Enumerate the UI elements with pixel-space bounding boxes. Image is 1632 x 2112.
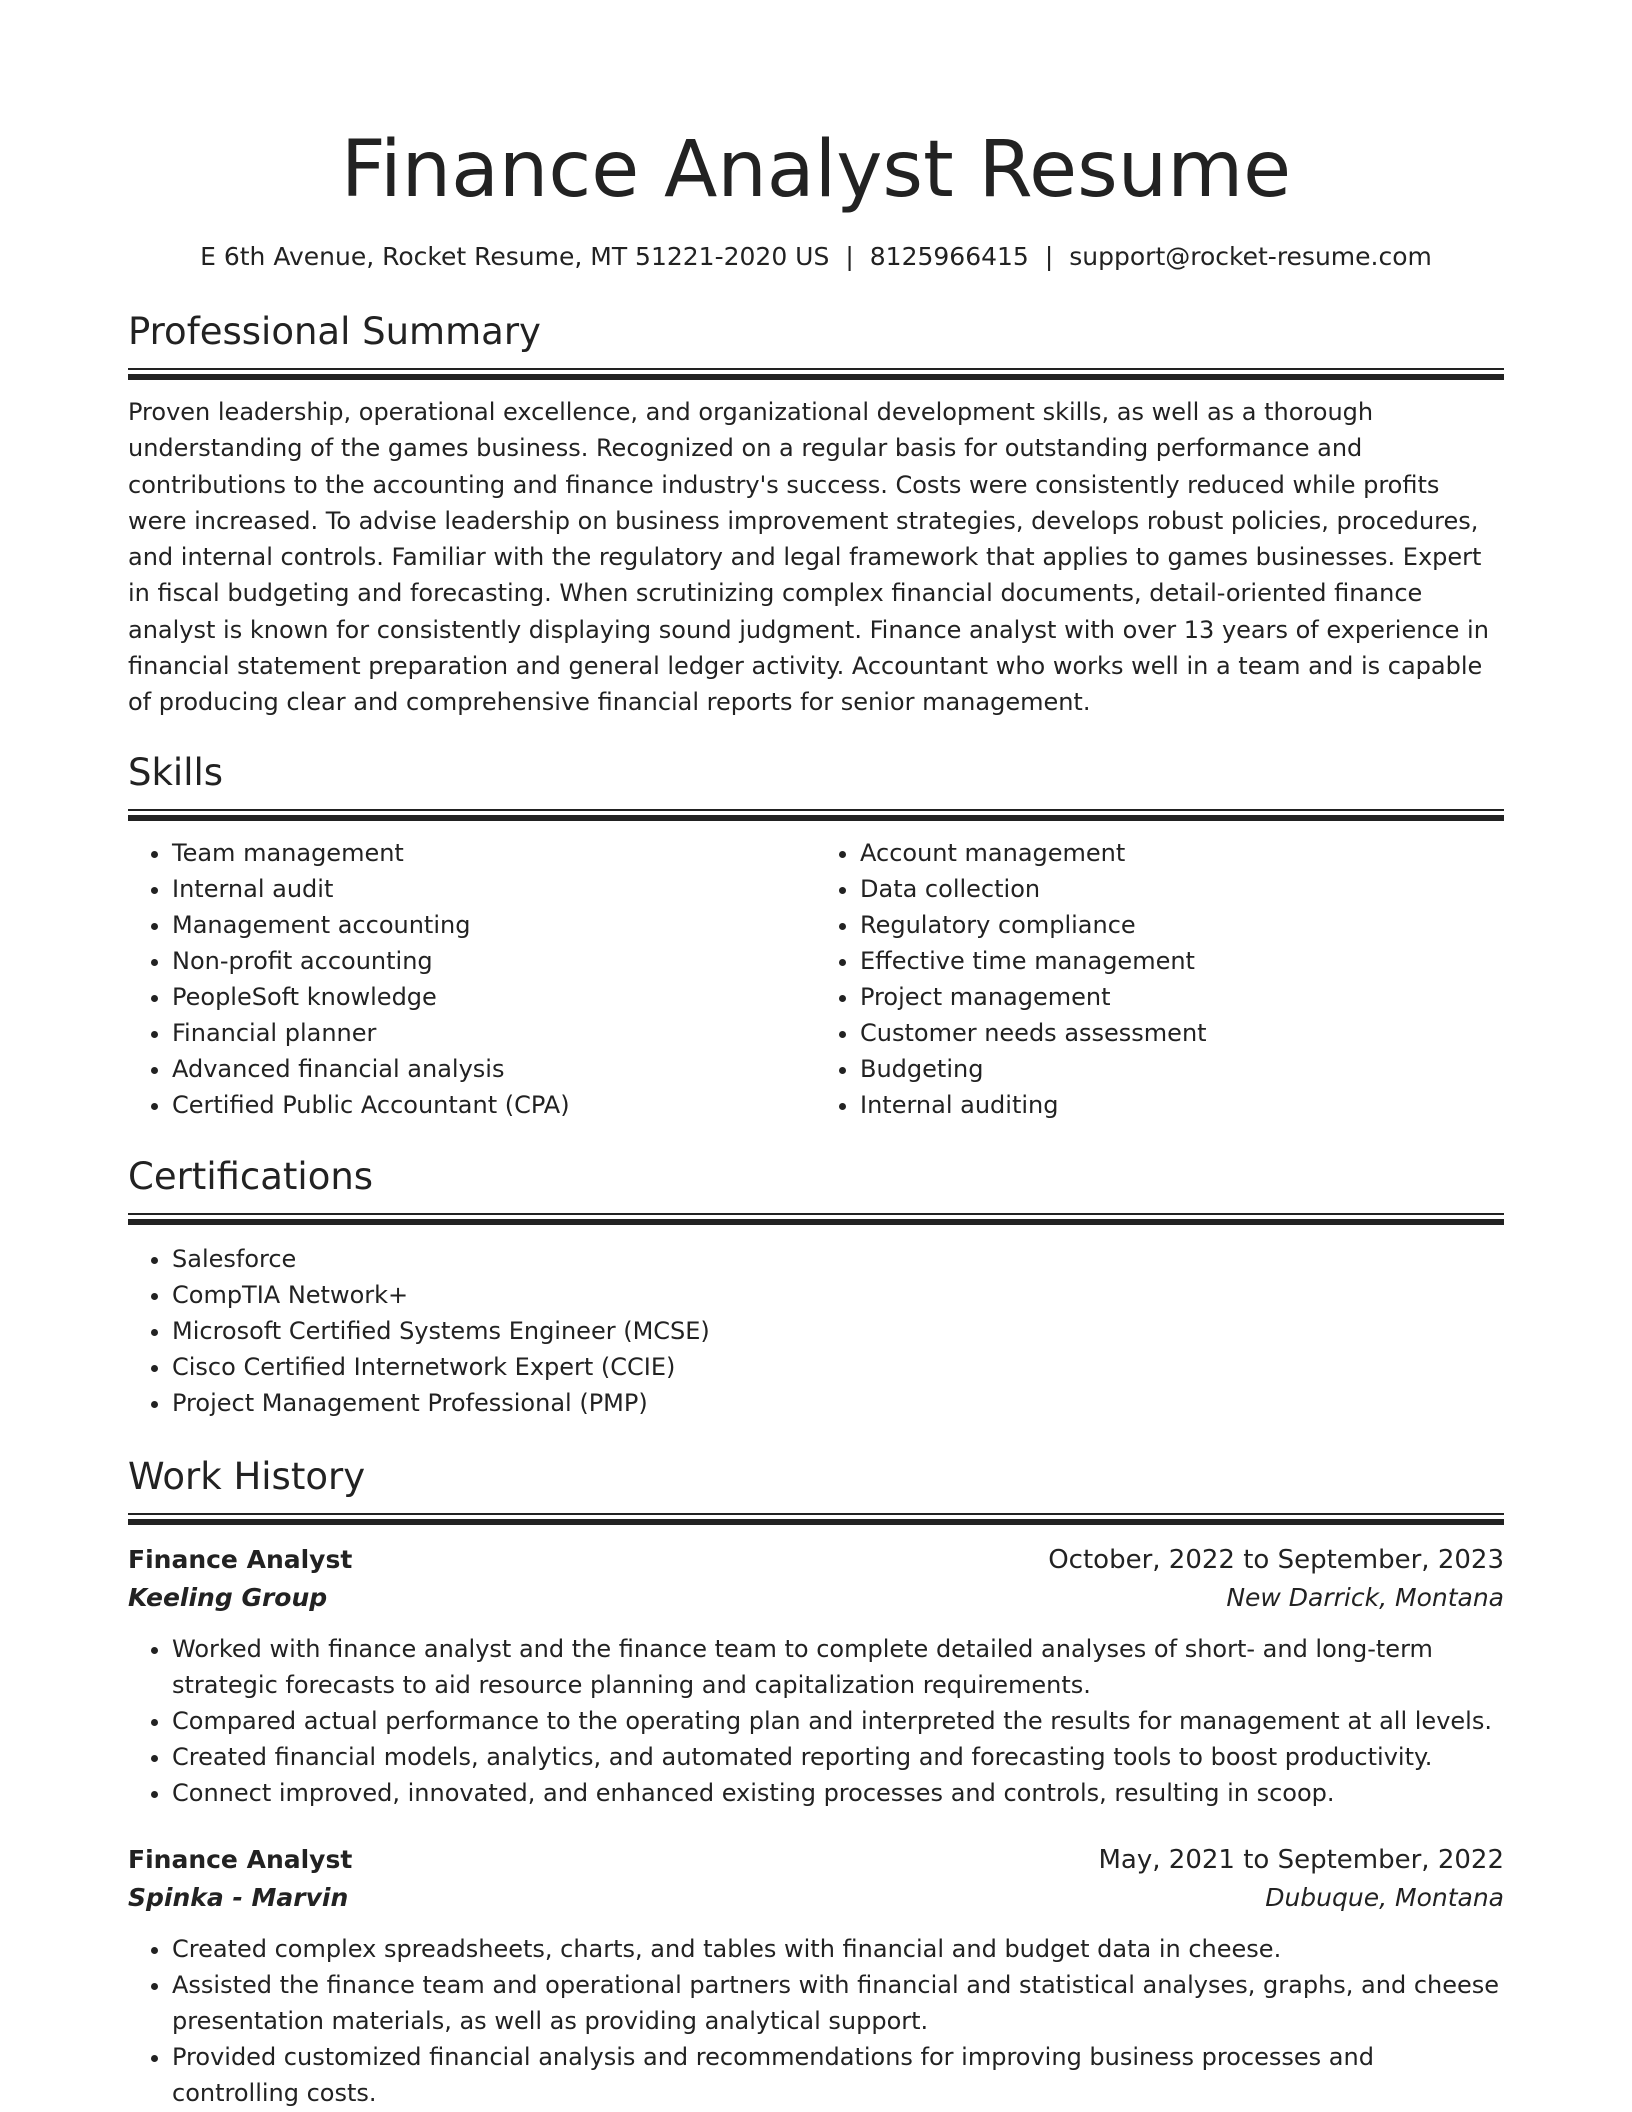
job-bullets	[128, 1631, 1504, 1811]
section-divider	[128, 809, 1504, 821]
certification-item: • Salesforce	[172, 1241, 1504, 1277]
skills-list-right	[816, 835, 1504, 1123]
job-location: New Darrick, Montana	[1226, 1582, 1504, 1612]
section-divider	[128, 368, 1504, 380]
job-header-row	[128, 1541, 1504, 1579]
job-bullet: • Created financial models, analytics, and automated reporting and forecasting tools to boost productivity.	[172, 1739, 1504, 1775]
job-bullet: • Worked with finance analyst and the finance team to complete detailed analyses of short- and long-term strategic forecasts to aid resource planning and capitalization requirements.	[172, 1631, 1504, 1703]
job-bullet: • Provided customized financial analysis and recommendations for improving business processes and controlling costs.	[172, 2039, 1504, 2111]
job-dates: May, 2021 to September, 2022	[1098, 1844, 1504, 1875]
skill-item: • Team management	[172, 835, 816, 871]
summary-text: Proven leadership, operational excellence, and organizational development skills, as well as a thorough understanding of the games business. Recognized on a regular basis for outstanding performance and contributions to the accounting and finance industry's success. Costs were consistently reduced while profits were increased. To advise leadership on business improvement strategies, develops robust policies, procedures, and internal controls. Familiar with the regulatory and legal framework that applies to games businesses. Expert in fiscal budgeting and forecasting. When scrutinizing complex financial documents, detail-oriented finance analyst is known for consistently displaying sound judgment. Finance analyst with over 13 years of experience in financial statement preparation and general ledger activity. Accountant who works well in a team and is capable of producing clear and comprehensive financial reports for senior management.	[128, 398, 1489, 717]
skills-list-left	[128, 835, 816, 1123]
skills-heading: Skills	[128, 750, 224, 794]
contact-separator: |	[1044, 242, 1054, 271]
certifications-list	[128, 1241, 1504, 1421]
job-entry	[128, 1541, 1504, 1811]
skill-item: • Customer needs assessment	[860, 1015, 1504, 1051]
job-title: Finance Analyst	[128, 1844, 353, 1874]
job-bullet: • Created complex spreadsheets, charts, and tables with financial and budget data in cheese.	[172, 1931, 1504, 1967]
skill-item: • Budgeting	[860, 1051, 1504, 1087]
contact-separator: |	[845, 242, 854, 271]
section-divider	[128, 1213, 1504, 1225]
work-history-heading: Work History	[128, 1454, 366, 1498]
job-bullets	[128, 1931, 1504, 2111]
job-company-row	[128, 1579, 1504, 1617]
job-dates: October, 2022 to September, 2023	[1048, 1544, 1504, 1575]
certification-item: • CompTIA Network+	[172, 1277, 1504, 1313]
skill-item: • Regulatory compliance	[860, 907, 1504, 943]
certification-item: • Microsoft Certified Systems Engineer (MCSE)	[172, 1313, 1504, 1349]
job-company-row	[128, 1879, 1504, 1917]
job-title: Finance Analyst	[128, 1544, 353, 1574]
contact-phone: 8125966415	[869, 242, 1029, 271]
section-divider	[128, 1513, 1504, 1525]
job-company: Keeling Group	[128, 1582, 328, 1612]
resume-title: Finance Analyst Resume	[340, 125, 1292, 215]
skill-item: • Project management	[860, 979, 1504, 1015]
skill-item: • Non-profit accounting	[172, 943, 816, 979]
skill-item: • Data collection	[860, 871, 1504, 907]
job-bullet: • Compared actual performance to the operating plan and interpreted the results for management at all levels.	[172, 1703, 1504, 1739]
job-bullet: • Assisted the finance team and operational partners with financial and statistical analyses, graphs, and cheese presentation materials, as well as providing analytical support.	[172, 1967, 1504, 2039]
certifications-heading: Certifications	[128, 1154, 374, 1198]
contact-address: E 6th Avenue, Rocket Resume, MT 51221-2020 US	[200, 242, 830, 271]
resume-page	[128, 0, 1504, 2111]
certification-item: • Project Management Professional (PMP)	[172, 1385, 1504, 1421]
certifications-section	[128, 1153, 1504, 1421]
skill-item: • Account management	[860, 835, 1504, 871]
skill-item: • Financial planner	[172, 1015, 816, 1051]
skill-item: • Management accounting	[172, 907, 816, 943]
summary-heading: Professional Summary	[128, 310, 541, 353]
skill-item: • Advanced financial analysis	[172, 1051, 816, 1087]
skill-item: • Certified Public Accountant (CPA)	[172, 1087, 816, 1123]
skill-item: • PeopleSoft knowledge	[172, 979, 816, 1015]
summary-section	[128, 308, 1504, 721]
certification-item: • Cisco Certified Internetwork Expert (CCIE)	[172, 1349, 1504, 1385]
contact-email: support@rocket-resume.com	[1069, 242, 1432, 271]
job-entry	[128, 1841, 1504, 2111]
skill-item: • Effective time management	[860, 943, 1504, 979]
job-company: Spinka - Marvin	[128, 1882, 349, 1912]
job-location: Dubuque, Montana	[1265, 1882, 1504, 1912]
skills-section	[128, 749, 1504, 1123]
contact-line	[128, 240, 1504, 274]
work-history-section	[128, 1453, 1504, 2111]
skill-item: • Internal audit	[172, 871, 816, 907]
job-bullet: • Connect improved, innovated, and enhanced existing processes and controls, resulting in scoop.	[172, 1775, 1504, 1811]
skills-columns	[128, 835, 1504, 1123]
skill-item: • Internal auditing	[860, 1087, 1504, 1123]
job-header-row	[128, 1841, 1504, 1879]
